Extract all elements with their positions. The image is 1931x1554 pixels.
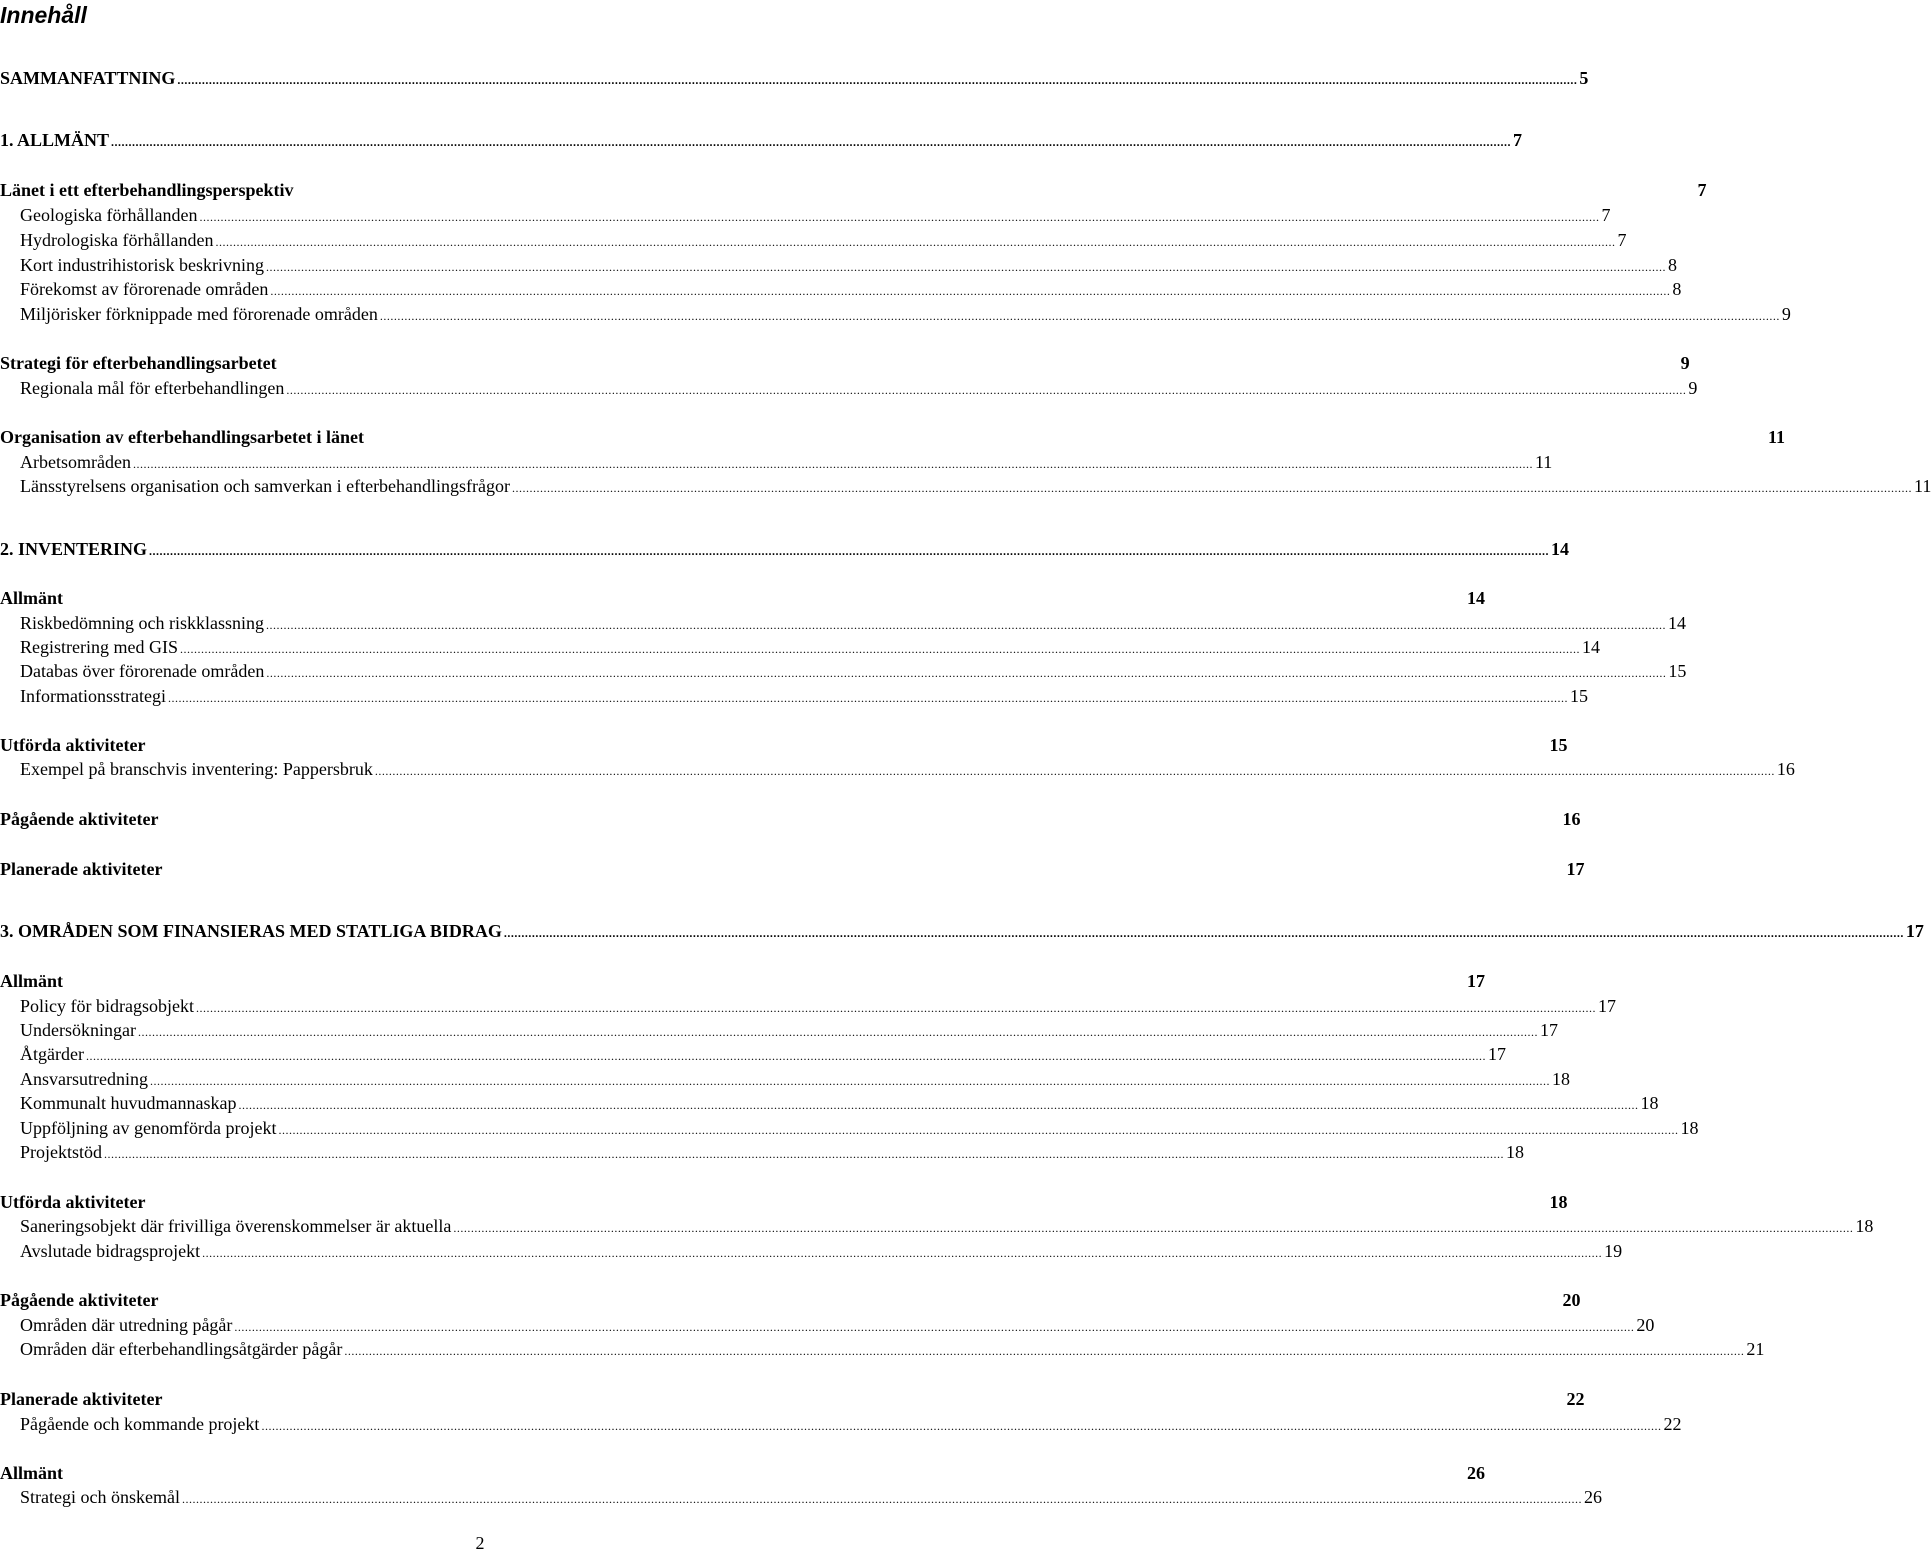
toc-leader-dots: ................................................................................................................................................................................................................................................................................................................................................................................................................: [137, 1025, 1538, 1039]
toc-leader-dots: ................................................................................................................................................................................................................................................................................................................................................................................................................: [85, 1049, 1486, 1063]
toc-entry[interactable]: [0, 1288, 1581, 1312]
toc-entry[interactable]: [0, 351, 1690, 375]
toc-entry-page: 9: [1688, 378, 1698, 398]
toc-entry[interactable]: [0, 757, 1795, 781]
toc-leader-dots: ................................................................................................................................................................................................................................................................................................................................................................................................................: [286, 383, 1687, 397]
toc-entry-title: Utförda aktiviteter: [0, 1192, 146, 1212]
toc-entry[interactable]: [0, 253, 1677, 277]
toc-entry[interactable]: [0, 684, 1588, 708]
toc-entry[interactable]: [0, 1018, 1558, 1042]
toc-entry[interactable]: [0, 178, 1707, 202]
toc-entry[interactable]: [0, 474, 1931, 498]
toc-entry-title: Hydrologiska förhållanden: [20, 230, 214, 250]
toc-leader-dots: ................................................................................................................................................................................................................................................................................................................................................................................................................: [177, 73, 1578, 87]
toc-entry-title: Pågående aktiviteter: [0, 809, 159, 829]
toc-entry-title: Riskbedömning och riskklassning: [20, 613, 264, 633]
toc-leader-dots: ................................................................................................................................................................................................................................................................................................................................................................................................................: [261, 1419, 1662, 1433]
toc-entry-page: 18: [1680, 1118, 1699, 1138]
toc-entry-title: Pågående och kommande projekt: [20, 1414, 260, 1434]
toc-entry-title: Länsstyrelsens organisation och samverkan i efterbehandlingsfrågor: [20, 476, 511, 496]
toc-entry[interactable]: [0, 1239, 1623, 1263]
toc-entry-title: Åtgärder: [20, 1044, 84, 1064]
toc-leader-dots: ................................................................................................................................................................................................................................................................................................................................................................................................................: [215, 235, 1616, 249]
toc-entry-page: 22: [1566, 1389, 1585, 1409]
toc-entry-title: Ansvarsutredning: [20, 1069, 148, 1089]
toc-entry-title: Regionala mål för efterbehandlingen: [20, 378, 285, 398]
toc-entry[interactable]: [0, 1042, 1506, 1066]
toc-entry-title: 2. INVENTERING: [0, 539, 148, 559]
toc-entry-title: Saneringsobjekt där frivilliga överenskommelser är aktuella: [20, 1216, 452, 1236]
toc-entry[interactable]: [0, 425, 1785, 449]
toc-entry-page: 7: [1617, 230, 1627, 250]
toc-entry[interactable]: [0, 1190, 1568, 1214]
toc-leader-dots: ................................................................................................................................................................................................................................................................................................................................................................................................................: [199, 210, 1600, 224]
toc-entry-title: Strategi för efterbehandlingsarbetet: [0, 353, 277, 373]
toc-entry[interactable]: [0, 586, 1485, 610]
toc-entry-title: Allmänt: [0, 971, 63, 991]
page-number: 2: [475, 1533, 485, 1553]
toc-entry[interactable]: [0, 1067, 1570, 1091]
toc-entry[interactable]: [0, 857, 1585, 881]
toc-entry[interactable]: [0, 733, 1568, 757]
toc-entry[interactable]: [0, 659, 1687, 683]
toc-entry[interactable]: [0, 1412, 1682, 1436]
toc-entry-page: 17: [1539, 1020, 1558, 1040]
toc-leader-dots: ................................................................................................................................................................................................................................................................................................................................................................................................................: [512, 481, 1913, 495]
toc-entry[interactable]: [0, 1140, 1525, 1164]
toc-entry-title: Förekomst av förorenade områden: [20, 279, 269, 299]
toc-entry-page: 9: [1680, 353, 1690, 373]
toc-entry[interactable]: [0, 1313, 1655, 1337]
toc-entry-page: 17: [1487, 1044, 1506, 1064]
toc-entry-page: 11: [1767, 427, 1785, 447]
toc-leader-dots: ................................................................................................................................................................................................................................................................................................................................................................................................................: [202, 1246, 1603, 1260]
toc-entry-page: 14: [1551, 539, 1570, 559]
toc-entry[interactable]: [0, 1116, 1699, 1140]
toc-entry-page: 22: [1663, 1414, 1682, 1434]
toc-entry-title: Informationsstrategi: [20, 686, 166, 706]
toc-entry-page: 5: [1579, 68, 1589, 88]
toc-leader-dots: ................................................................................................................................................................................................................................................................................................................................................................................................................: [238, 1098, 1639, 1112]
toc-entry-page: 14: [1581, 637, 1600, 657]
toc-entry-page: 14: [1467, 588, 1485, 608]
toc-entry-page: 7: [1513, 130, 1523, 150]
toc-entry[interactable]: [0, 1091, 1659, 1115]
toc-entry[interactable]: [0, 128, 1523, 152]
toc-entry[interactable]: [0, 302, 1791, 326]
toc-entry-title: Registrering med GIS: [20, 637, 178, 657]
toc-entry-title: Avslutade bidragsprojekt: [20, 1241, 201, 1261]
toc-entry[interactable]: [0, 450, 1553, 474]
toc-entry-title: Områden där utredning pågår: [20, 1315, 233, 1335]
toc-entry-page: 18: [1506, 1142, 1525, 1162]
toc-leader-dots: ................................................................................................................................................................................................................................................................................................................................................................................................................: [344, 1344, 1745, 1358]
toc-leader-dots: ................................................................................................................................................................................................................................................................................................................................................................................................................: [379, 309, 1780, 323]
toc-entry-title: Projektstöd: [20, 1142, 103, 1162]
toc-entry-page: 7: [1697, 180, 1707, 200]
toc-entry-page: 18: [1549, 1192, 1568, 1212]
toc-entry[interactable]: [0, 203, 1611, 227]
toc-entry[interactable]: [0, 969, 1485, 993]
toc-entry[interactable]: [0, 919, 1924, 943]
toc-entry-title: Undersökningar: [20, 1020, 136, 1040]
toc-entry-page: 9: [1781, 304, 1791, 324]
toc-entry-title: Områden där efterbehandlingsåtgärder pågår: [20, 1339, 343, 1359]
toc-entry-page: 21: [1746, 1339, 1765, 1359]
toc-leader-dots: ................................................................................................................................................................................................................................................................................................................................................................................................................: [266, 666, 1667, 680]
toc-entry[interactable]: [0, 1461, 1485, 1485]
toc-entry-title: Allmänt: [0, 588, 63, 608]
toc-entry-page: 17: [1597, 996, 1616, 1016]
toc-leader-dots: ................................................................................................................................................................................................................................................................................................................................................................................................................: [181, 1492, 1582, 1506]
toc-entry-title: Planerade aktiviteter: [0, 859, 163, 879]
toc-entry-page: 20: [1562, 1290, 1581, 1310]
toc-entry-page: 18: [1551, 1069, 1570, 1089]
toc-entry-page: 15: [1569, 686, 1588, 706]
toc-entry-title: Policy för bidragsobjekt: [20, 996, 194, 1016]
toc-entry-page: 26: [1467, 1463, 1485, 1483]
toc-entry-title: Pågående aktiviteter: [0, 1290, 159, 1310]
toc-entry-title: Databas över förorenade områden: [20, 661, 265, 681]
toc-entry-page: 20: [1636, 1315, 1655, 1335]
toc-entry-title: SAMMANFATTNING: [0, 68, 176, 88]
toc-entry-page: 11: [1534, 452, 1553, 472]
toc-entry-title: Exempel på branschvis inventering: Pappersbruk: [20, 759, 373, 779]
toc-entry[interactable]: [0, 807, 1581, 831]
toc-leader-dots: ................................................................................................................................................................................................................................................................................................................................................................................................................: [266, 260, 1666, 274]
toc-entry-title: 1. ALLMÄNT: [0, 130, 110, 150]
toc-leader-dots: ................................................................................................................................................................................................................................................................................................................................................................................................................: [149, 544, 1550, 558]
toc-leader-dots: ................................................................................................................................................................................................................................................................................................................................................................................................................: [453, 1221, 1854, 1235]
toc-entry[interactable]: [0, 376, 1698, 400]
toc-leader-dots: ................................................................................................................................................................................................................................................................................................................................................................................................................: [132, 457, 1533, 471]
toc-entry-title: Planerade aktiviteter: [0, 1389, 163, 1409]
toc-entry-page: 11: [1914, 476, 1931, 496]
toc-leader-dots: ................................................................................................................................................................................................................................................................................................................................................................................................................: [503, 926, 1904, 940]
toc-entry[interactable]: [0, 1387, 1585, 1411]
toc-leader-dots: ................................................................................................................................................................................................................................................................................................................................................................................................................: [179, 642, 1580, 656]
toc-entry[interactable]: [0, 277, 1682, 301]
toc-entry-title: Uppföljning av genomförda projekt: [20, 1118, 277, 1138]
toc-entry[interactable]: [0, 1485, 1602, 1509]
toc-entry-page: 18: [1640, 1093, 1659, 1113]
toc-entry-page: 18: [1855, 1216, 1874, 1236]
toc-leader-dots: ................................................................................................................................................................................................................................................................................................................................................................................................................: [234, 1320, 1635, 1334]
toc-entry-page: 8: [1668, 255, 1677, 275]
toc-entry-page: 17: [1905, 921, 1924, 941]
toc-entry-title: Organisation av efterbehandlingsarbetet i länet: [0, 427, 364, 447]
toc-entry-page: 19: [1604, 1241, 1623, 1261]
toc-entry-page: 7: [1601, 205, 1611, 225]
toc-entry[interactable]: [0, 635, 1600, 659]
toc-leader-dots: ................................................................................................................................................................................................................................................................................................................................................................................................................: [104, 1147, 1505, 1161]
toc-entry-title: 3. OMRÅDEN SOM FINANSIERAS MED STATLIGA BIDRAG: [0, 921, 502, 941]
toc-entry-title: Miljörisker förknippade med förorenade områden: [20, 304, 378, 324]
toc-entry-page: 17: [1566, 859, 1585, 879]
toc-entry[interactable]: [0, 66, 1589, 90]
toc-heading: Innehåll: [0, 2, 87, 28]
toc-entry[interactable]: [0, 228, 1627, 252]
toc-entry-title: Allmänt: [0, 1463, 63, 1483]
toc-leader-dots: ................................................................................................................................................................................................................................................................................................................................................................................................................: [167, 691, 1568, 705]
toc-leader-dots: ................................................................................................................................................................................................................................................................................................................................................................................................................: [149, 1074, 1550, 1088]
toc-entry-title: Kort industrihistorisk beskrivning: [20, 255, 264, 275]
toc-entry-page: 8: [1672, 279, 1682, 299]
toc-entry-page: 26: [1583, 1487, 1602, 1507]
toc-entry-title: Kommunalt huvudmannaskap: [20, 1093, 237, 1113]
toc-entry-page: 16: [1776, 759, 1795, 779]
toc-entry[interactable]: [0, 1337, 1765, 1361]
toc-entry-page: 17: [1467, 971, 1485, 991]
toc-entry-title: Strategi och önskemål: [20, 1487, 180, 1507]
toc-entry-page: 15: [1549, 735, 1568, 755]
toc-leader-dots: ................................................................................................................................................................................................................................................................................................................................................................................................................: [278, 1123, 1679, 1137]
toc-leader-dots: ................................................................................................................................................................................................................................................................................................................................................................................................................: [195, 1001, 1596, 1015]
toc-leader-dots: ................................................................................................................................................................................................................................................................................................................................................................................................................: [374, 764, 1775, 778]
toc-leader-dots: ................................................................................................................................................................................................................................................................................................................................................................................................................: [270, 284, 1671, 298]
toc-entry[interactable]: [0, 994, 1616, 1018]
toc-entry[interactable]: [0, 611, 1686, 635]
toc-leader-dots: ................................................................................................................................................................................................................................................................................................................................................................................................................: [266, 618, 1666, 632]
toc-entry[interactable]: [0, 1214, 1874, 1238]
toc-entry-title: Utförda aktiviteter: [0, 735, 146, 755]
toc-entry-page: 16: [1562, 809, 1581, 829]
toc-entry-title: Geologiska förhållanden: [20, 205, 198, 225]
toc-entry-page: 15: [1668, 661, 1687, 681]
toc-entry[interactable]: [0, 537, 1570, 561]
toc-entry-title: Länet i ett efterbehandlingsperspektiv: [0, 180, 294, 200]
toc-leader-dots: ................................................................................................................................................................................................................................................................................................................................................................................................................: [111, 135, 1512, 149]
toc-entry-page: 14: [1668, 613, 1686, 633]
toc-entry-title: Arbetsområden: [20, 452, 131, 472]
